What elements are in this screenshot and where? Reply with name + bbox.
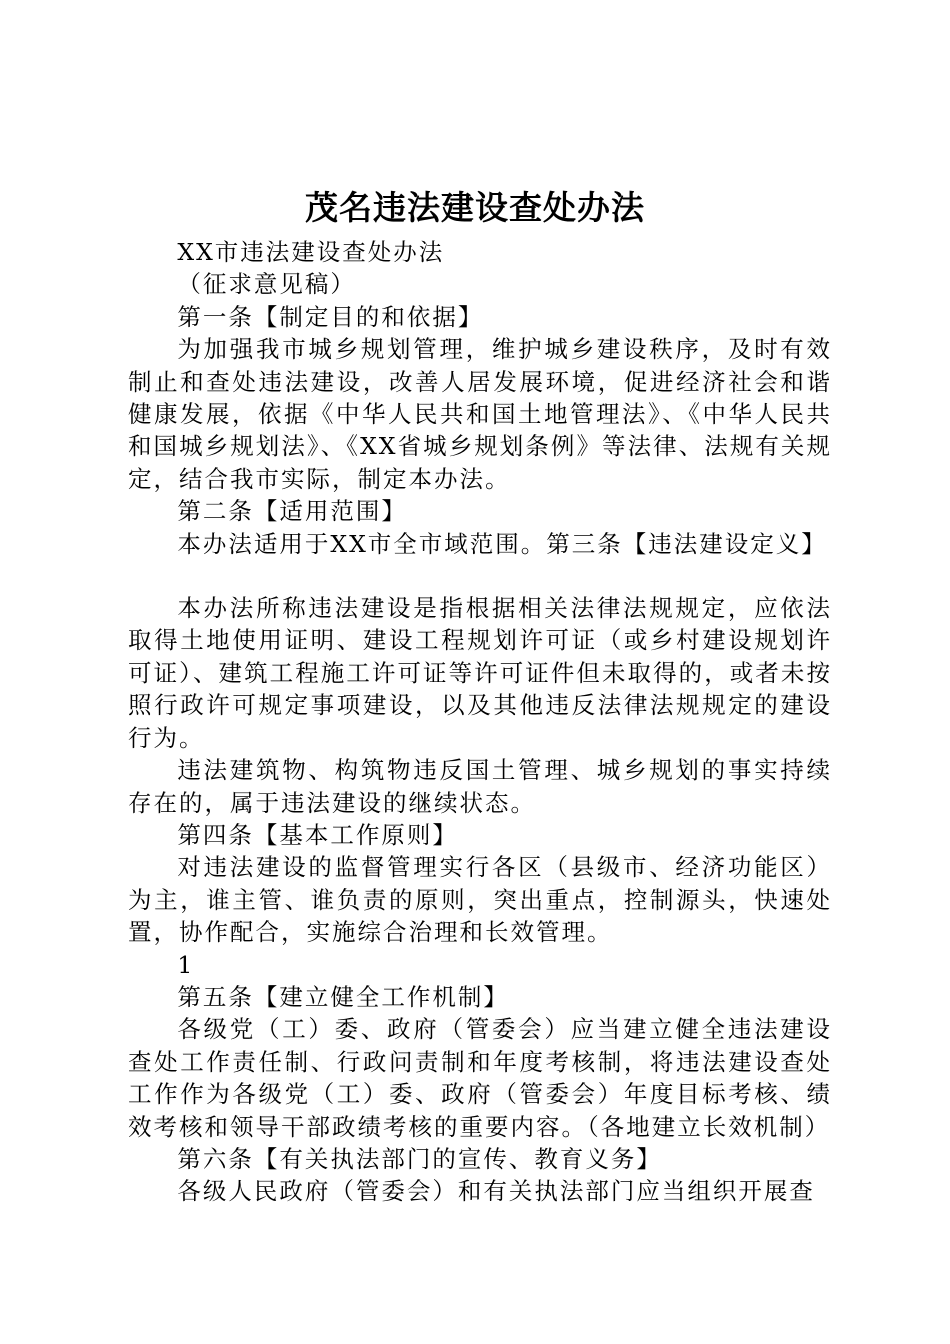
paragraph-draft-note: （征求意见稿）	[177, 270, 356, 299]
article-4-heading: 第四条【基本工作原则】	[177, 820, 458, 849]
article-1-body: 为加强我市城乡规划管理，维护城乡建设秩序，及时有效制止和查处违法建设，改善人居发展环境，促进经济社会和谐健康发展，依据《中华人民共和国土地管理法》、《中华人民共和国城乡规划法》、《XX省城乡规划条例》等法律、法规有关规定，结合我市实际，制定本办法。	[128, 335, 832, 493]
article-2-body: 本办法适用于XX市全市域范围。第三条【违法建设定义】	[177, 529, 827, 558]
document-title: 茂名违法建设查处办法	[305, 188, 645, 227]
article-3-continued: 违法建筑物、构筑物违反国土管理、城乡规划的事实持续存在的，属于违法建设的继续状态。	[128, 756, 832, 817]
article-3-body: 本办法所称违法建设是指根据相关法律法规规定，应依法取得土地使用证明、建设工程规划许可证（或乡村建设规划许可证）、建筑工程施工许可证等许可证件但未取得的，或者未按照行政许可规定事项建设，以及其他违反法律法规规定的建设行为。	[128, 594, 832, 752]
page-number: 1	[177, 950, 195, 979]
paragraph-gap	[128, 560, 832, 592]
paragraph-heading-city: XX市违法建设查处办法	[177, 238, 445, 266]
article-2-heading: 第二条【适用范围】	[177, 497, 407, 526]
article-5-body: 各级党（工）委、政府（管委会）应当建立健全违法建设查处工作责任制、行政问责制和年度考核制，将违法建设查处工作作为各级党（工）委、政府（管委会）年度目标考核、绩效考核和领导干部政绩考核的重要内容。（各地建立长效机制）	[128, 1015, 832, 1141]
document-body	[128, 236, 832, 1208]
article-5-heading: 第五条【建立健全工作机制】	[177, 982, 509, 1011]
article-6-heading: 第六条【有关执法部门的宣传、教育义务】	[177, 1144, 662, 1173]
article-1-heading: 第一条【制定目的和依据】	[177, 302, 484, 331]
article-4-body: 对违法建设的监督管理实行各区（县级市、经济功能区）为主，谁主管、谁负责的原则，突出重点，控制源头，快速处置，协作配合，实施综合治理和长效管理。	[128, 853, 832, 947]
article-6-body: 各级人民政府（管委会）和有关执法部门应当组织开展查	[177, 1177, 815, 1206]
